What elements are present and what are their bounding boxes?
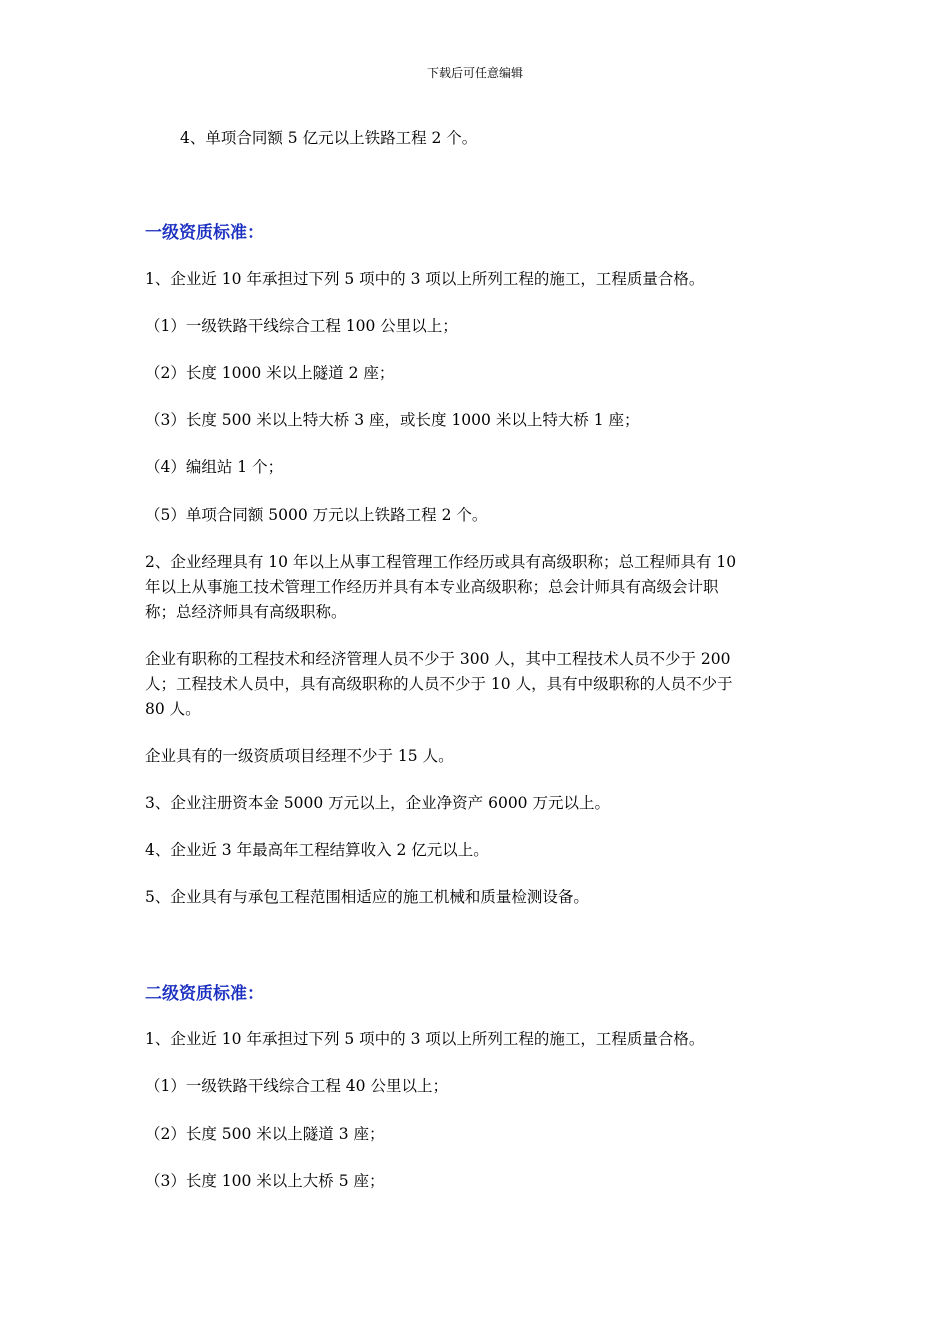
level1-list-item-1: （1）一级铁路干线综合工程 100 公里以上；	[145, 317, 458, 335]
level1-paragraph-3-line-2: 人；工程技术人员中，具有高级职称的人员不少于 10 人，具有中级职称的人员不少于	[145, 675, 733, 693]
level1-paragraph-4: 企业具有的一级资质项目经理不少于 15 人。	[145, 747, 454, 765]
header-note: 下载后可任意编辑	[426, 66, 523, 80]
level1-paragraph-2-line-2: 年以上从事施工技术管理工作经历并具有本专业高级职称；总会计师具有高级会计职	[145, 578, 719, 596]
level1-paragraph-6: 4、企业近 3 年最高年工程结算收入 2 亿元以上。	[145, 841, 489, 859]
level1-list-item-3: （3）长度 500 米以上特大桥 3 座，或长度 1000 米以上特大桥 1 座；	[145, 411, 640, 429]
level1-paragraph-2-line-3: 称；总经济师具有高级职称。	[145, 603, 347, 621]
level1-list-item-4: （4）编组站 1 个；	[145, 458, 284, 476]
level2-list-item-3: （3）长度 100 米以上大桥 5 座；	[145, 1172, 385, 1190]
level1-paragraph-2-line-1: 2、企业经理具有 10 年以上从事工程管理工作经历或具有高级职称；总工程师具有 10	[145, 553, 737, 571]
level2-list-item-1: （1）一级铁路干线综合工程 40 公里以上；	[145, 1077, 448, 1095]
level1-heading: 一级资质标准：	[145, 223, 264, 243]
level2-list-item-2: （2）长度 500 米以上隧道 3 座；	[145, 1125, 385, 1143]
level1-paragraph-1: 1、企业近 10 年承担过下列 5 项中的 3 项以上所列工程的施工，工程质量合格。	[145, 270, 705, 288]
level1-list-item-5: （5）单项合同额 5000 万元以上铁路工程 2 个。	[145, 506, 488, 524]
level1-paragraph-3-line-3: 80 人。	[145, 700, 201, 718]
level2-paragraph-1: 1、企业近 10 年承担过下列 5 项中的 3 项以上所列工程的施工，工程质量合格。	[145, 1030, 705, 1048]
level2-heading: 二级资质标准：	[145, 984, 264, 1004]
intro-item: 4、单项合同额 5 亿元以上铁路工程 2 个。	[180, 129, 478, 147]
level1-paragraph-5: 3、企业注册资本金 5000 万元以上，企业净资产 6000 万元以上。	[145, 794, 610, 812]
level1-list-item-2: （2）长度 1000 米以上隧道 2 座；	[145, 364, 395, 382]
level1-paragraph-7: 5、企业具有与承包工程范围相适应的施工机械和质量检测设备。	[145, 888, 589, 906]
level1-paragraph-3-line-1: 企业有职称的工程技术和经济管理人员不少于 300 人，其中工程技术人员不少于 200	[145, 650, 731, 668]
